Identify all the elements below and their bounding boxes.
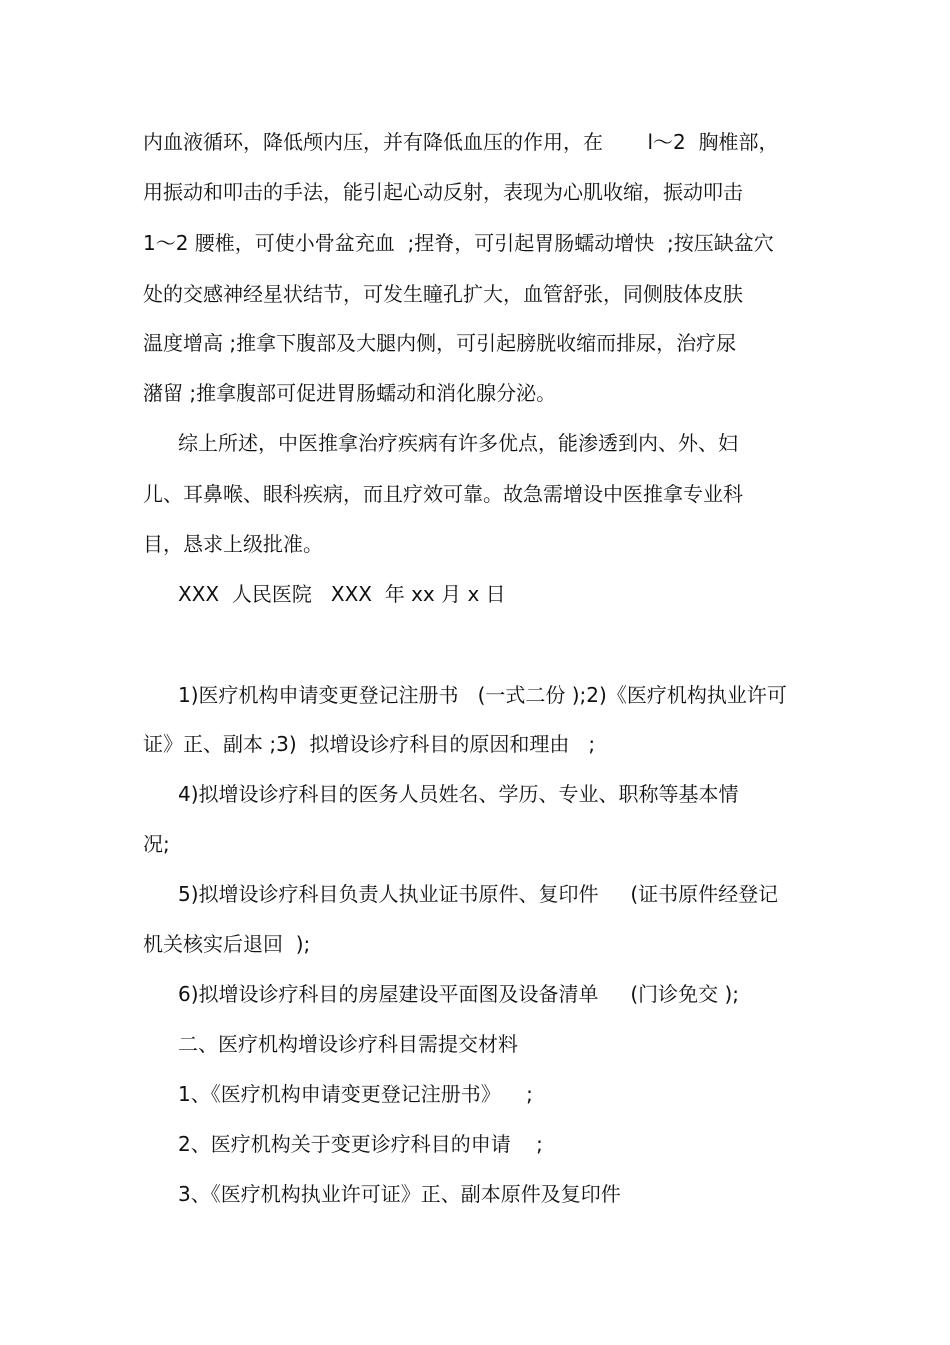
list-item: 1、《医疗机构申请变更登记注册书》 ; xyxy=(178,1082,533,1106)
text-line: 1)医疗机构申请变更登记注册书 (一式二份 );2)《医疗机构执业许可 xyxy=(178,683,787,707)
text-line: 4)拟增设诊疗科目的医务人员姓名、学历、专业、职称等基本情 xyxy=(178,782,739,806)
section-heading: 二、医疗机构增设诊疗科目需提交材料 xyxy=(178,1032,518,1056)
text-line: 内血液循环，降低颅内压，并有降低血压的作用，在 l～2 胸椎部， xyxy=(143,130,779,154)
text-line: 况; xyxy=(143,832,170,856)
text-line: 儿、耳鼻喉、眼科疾病，而且疗效可靠。故急需增设中医推拿专业科 xyxy=(143,482,743,506)
text-line: 机关核实后退回 ); xyxy=(143,932,311,956)
text-line: 用振动和叩击的手法，能引起心动反射，表现为心肌收缩，振动叩击 xyxy=(143,180,743,204)
signature-line: XXX 人民医院 XXX 年 xx 月 x 日 xyxy=(178,582,506,606)
list-item: 2、医疗机构关于变更诊疗科目的申请 ; xyxy=(178,1132,543,1156)
text-line: 1～2 腰椎，可使小骨盆充血 ;捏脊，可引起胃肠蠕动增快 ;按压缺盆穴 xyxy=(143,231,774,255)
text-line: 处的交感神经星状结节，可发生瞳孔扩大，血管舒张，同侧肢体皮肤 xyxy=(143,282,743,306)
text-line: 6)拟增设诊疗科目的房屋建设平面图及设备清单 (门诊免交 ); xyxy=(178,982,740,1006)
text-line: 5)拟增设诊疗科目负责人执业证书原件、复印件 (证书原件经登记 xyxy=(178,882,779,906)
text-line: 潴留 ;推拿腹部可促进胃肠蠕动和消化腺分泌。 xyxy=(143,381,557,405)
text-line: 证》正、副本 ;3) 拟增设诊疗科目的原因和理由 ; xyxy=(143,732,596,756)
text-line: 温度增高 ;推拿下腹部及大腿内侧，可引起膀胱收缩而排尿，治疗尿 xyxy=(143,331,737,355)
text-line: 综上所述，中医推拿治疗疾病有许多优点，能渗透到内、外、妇 xyxy=(178,431,738,455)
text-line: 目，恳求上级批准。 xyxy=(143,532,323,556)
list-item: 3、《医疗机构执业许可证》正、副本原件及复印件 xyxy=(178,1182,621,1206)
